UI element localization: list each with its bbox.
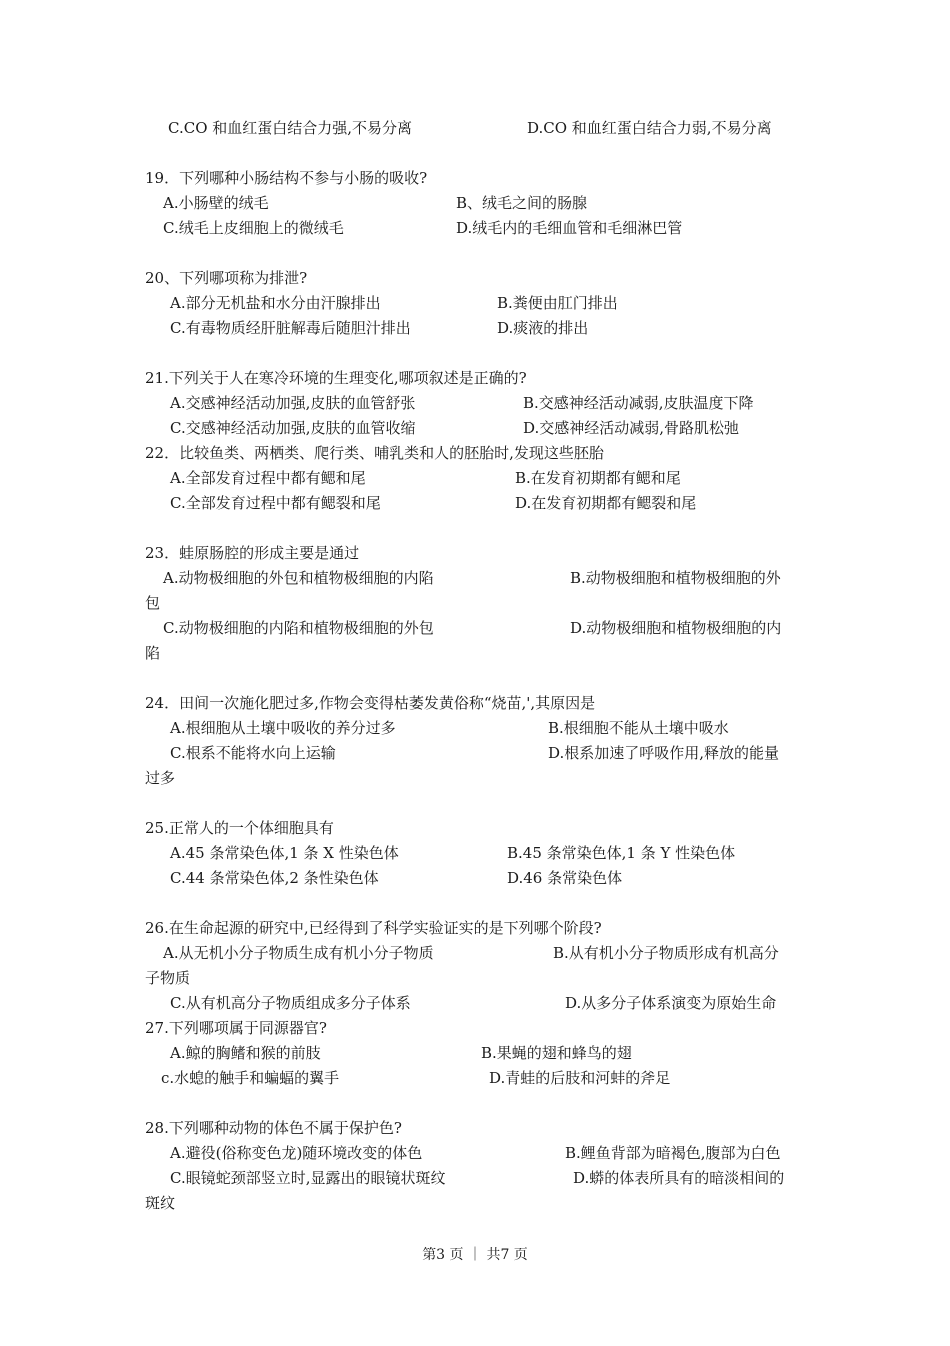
option-c: C.动物极细胞的内陷和植物极细胞的外包 [163,619,434,637]
option-b: B.45 条常染色体,1 条 Y 性染色体 [507,844,736,862]
option-d: D.蟒的体表所具有的暗淡相间的 [573,1169,785,1187]
option-d: D.46 条常染色体 [507,869,623,887]
option-d: D.痰液的排出 [497,319,589,337]
question-stem: 19．下列哪种小肠结构不参与小肠的吸收? [145,169,428,187]
option-a: A.从无机小分子物质生成有机小分子物质 [163,944,434,962]
question-stem: 22．比较鱼类、两栖类、爬行类、哺乳类和人的胚胎时,发现这些胚胎 [145,444,604,462]
option-d: D.从多分子体系演变为原始生命 [565,994,777,1012]
option-b: B、绒毛之间的肠腺 [456,194,588,212]
option-d: D.交感神经活动减弱,骨路肌松弛 [523,419,740,437]
option-b: B.鲤鱼背部为暗褐色,腹部为白色 [565,1144,781,1162]
option-d: D.青蛙的后肢和河蚌的斧足 [489,1069,671,1087]
question-stem: 27.下列哪项属于同源器官? [145,1019,327,1037]
option-b: B.粪便由肛门排出 [497,294,618,312]
option-a: A.根细胞从土壤中吸收的养分过多 [170,719,396,737]
option-b: B.根细胞不能从土壤中吸水 [548,719,729,737]
option-b: B.果蝇的翅和蜂鸟的翅 [481,1044,632,1062]
option-c: C.有毒物质经肝脏解毒后随胆汁排出 [170,319,411,337]
option-d: D.CO 和血红蛋白结合力弱,不易分离 [527,119,772,137]
question-stem: 25.正常人的一个体细胞具有 [145,819,334,837]
question-stem: 24．田间一次施化肥过多,作物会变得枯萎发黄俗称“烧苗,',其原因是 [145,694,596,712]
option-d: D.绒毛内的毛细血管和毛细淋巴管 [456,219,683,237]
option-a: A.交感神经活动加强,皮肤的血管舒张 [170,394,416,412]
option-d-continued: 过多 [145,769,176,787]
question-stem: 21.下列关于人在寒冷环境的生理变化,哪项叙述是正确的? [145,369,527,387]
option-c: c.水螅的触手和蝙蝠的翼手 [161,1069,340,1087]
option-c: C.CO 和血红蛋白结合力强,不易分离 [168,119,413,137]
option-b-continued: 子物质 [145,969,191,987]
option-a: A.45 条常染色体,1 条 X 性染色体 [170,844,399,862]
question-stem: 28.下列哪种动物的体色不属于保护色? [145,1119,402,1137]
option-b: B.动物极细胞和植物极细胞的外 [570,569,781,587]
option-c: C.根系不能将水向上运输 [170,744,336,762]
option-d-continued: 陷 [145,644,161,662]
option-c: C.交感神经活动加强,皮肤的血管收缩 [170,419,416,437]
option-a: A.避役(俗称变色龙)随环境改变的体色 [170,1144,423,1162]
option-c: C.44 条常染色体,2 条性染色体 [170,869,379,887]
option-a: A.部分无机盐和水分由汗腺排出 [170,294,381,312]
option-d: D.根系加速了呼吸作用,释放的能量 [548,744,780,762]
option-a: A.小肠壁的绒毛 [163,194,269,212]
option-c: C.绒毛上皮细胞上的微绒毛 [163,219,344,237]
option-a: A.动物极细胞的外包和植物极细胞的内陷 [163,569,434,587]
option-b-continued: 包 [145,594,161,612]
option-d: D.动物极细胞和植物极细胞的内 [570,619,782,637]
question-stem: 26.在生命起源的研究中,已经得到了科学实验证实的是下列哪个阶段? [145,919,602,937]
page-footer: 第3 页 ｜ 共7 页 [422,1247,528,1263]
option-d: D.在发育初期都有鳃裂和尾 [515,494,697,512]
question-stem: 20、下列哪项称为排泄? [145,269,308,287]
option-c: C.眼镜蛇颈部竖立时,显露出的眼镜状斑纹 [170,1169,446,1187]
question-stem: 23．蛙原肠腔的形成主要是通过 [145,544,360,562]
option-d-continued: 斑纹 [145,1194,176,1212]
option-a: A.全部发育过程中都有鳃和尾 [170,469,366,487]
option-a: A.鲸的胸鳍和猴的前肢 [170,1044,321,1062]
option-b: B.从有机小分子物质形成有机高分 [553,944,779,962]
option-b: B.在发育初期都有鳃和尾 [515,469,681,487]
option-b: B.交感神经活动减弱,皮肤温度下降 [523,394,754,412]
option-c: C.从有机高分子物质组成多分子体系 [170,994,411,1012]
option-c: C.全部发育过程中都有鳃裂和尾 [170,494,381,512]
